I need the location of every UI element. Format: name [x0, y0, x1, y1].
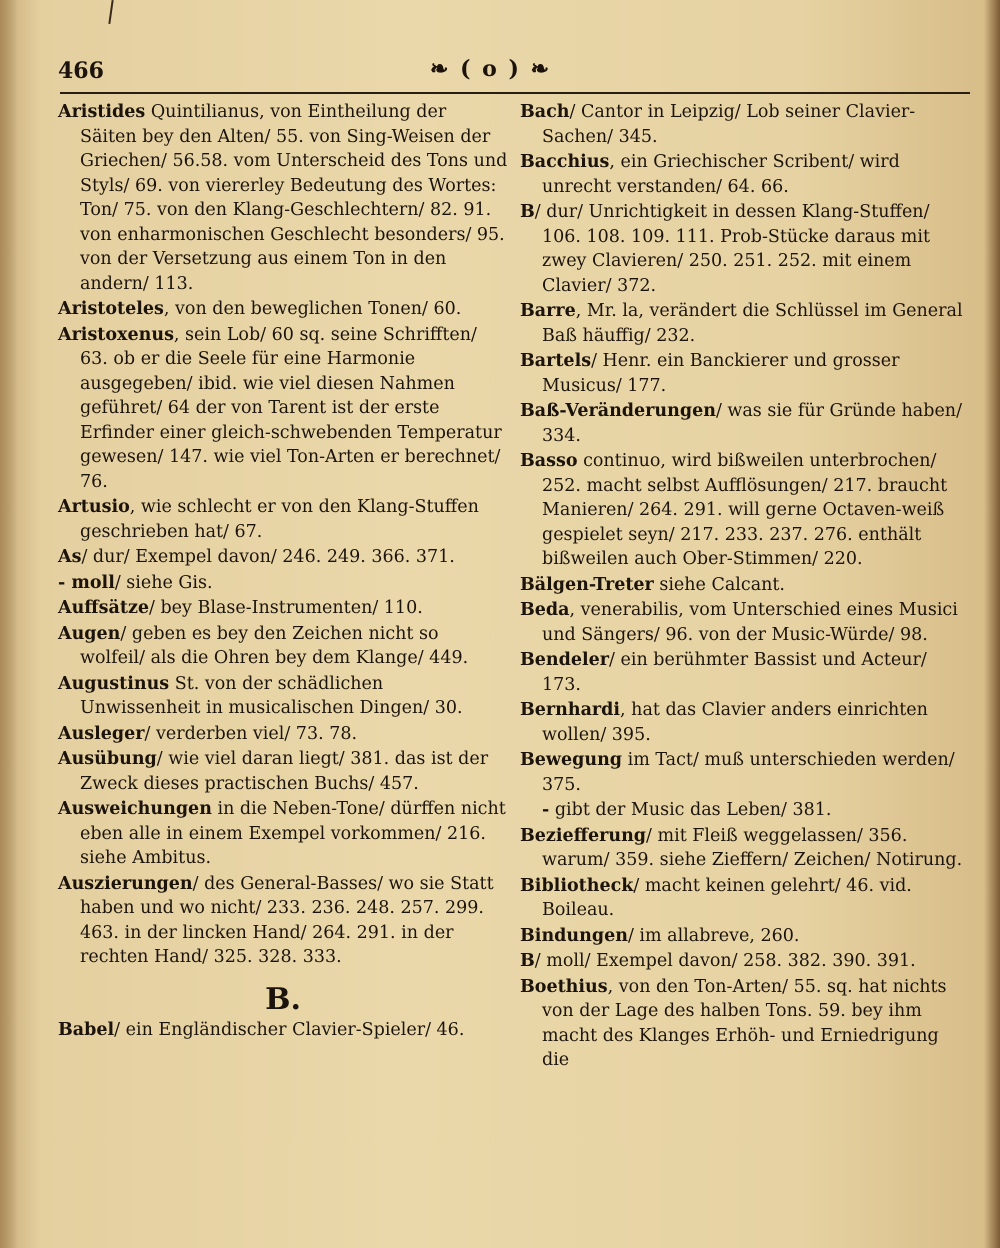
entry-headword: Aristides — [58, 102, 146, 122]
index-entry — [520, 399, 970, 448]
index-entry — [520, 698, 970, 747]
index-entry — [520, 748, 970, 797]
entry-text: / macht keinen gelehrt/ 46. vid. Boileau. — [542, 875, 912, 920]
entry-text: Quintilianus, von Eintheilung der Säiten bey den Alten/ 55. von Sing-Weisen der Griechen/ 56.58. vom Unterscheid des Tons und Styls/ 69. von viererley Bedeutung des Wortes: Ton/ 75. von den Klang-Geschlechtern/ 82. 91. von enharmonischen Geschlecht besonders/ 95. von der Versetzung aus einem Ton in den andern/ 113. — [80, 102, 508, 294]
index-entry — [520, 150, 970, 199]
entry-text: gibt der Music das Leben/ 381. — [549, 800, 832, 820]
entry-headword: Bartels — [520, 351, 592, 371]
left-column — [58, 100, 508, 1044]
index-entry — [58, 872, 508, 970]
running-head: ❧ ( o ) ❧ — [430, 56, 551, 82]
entry-headword: Bindungen — [520, 925, 628, 946]
index-entry — [58, 495, 508, 544]
entry-headword: Beda — [520, 600, 570, 620]
entry-text: , hat das Clavier anders einrichten wollen/ 395. — [542, 700, 928, 745]
index-entry — [58, 622, 508, 671]
entry-text: / wie viel daran liegt/ 381. das ist der Zweck dieses practischen Buchs/ 457. — [80, 749, 489, 794]
index-entry — [58, 672, 508, 721]
entry-headword: Bälgen-Treter — [520, 574, 654, 595]
entry-headword: Barre — [520, 301, 576, 321]
index-entry — [520, 949, 970, 974]
entry-text: / moll/ Exempel davon/ 258. 382. 390. 391. — [534, 951, 916, 971]
entry-text: / ein Engländischer Clavier-Spieler/ 46. — [114, 1020, 465, 1040]
entry-headword: Ausleger — [58, 723, 145, 744]
entry-text: / bey Blase-Instrumenten/ 110. — [149, 598, 423, 618]
index-entry — [58, 545, 508, 570]
entry-headword: Basso — [520, 451, 578, 471]
index-entry — [520, 449, 970, 572]
index-entry — [520, 648, 970, 697]
index-entry — [520, 824, 970, 873]
entry-headword: B — [520, 951, 535, 971]
header-rule — [60, 92, 970, 94]
entry-text: / im allabreve, 260. — [627, 925, 800, 946]
entry-text: in die Neben-Tone/ dürffen nicht eben alle in einem Exempel vorkommen/ 216. siehe Ambitus. — [80, 799, 506, 868]
entry-text: , Mr. la, verändert die Schlüssel im General Baß häuffig/ 232. — [542, 301, 963, 346]
entry-headword: Bacchius — [520, 152, 610, 172]
index-entry — [58, 100, 508, 296]
index-entry — [58, 323, 508, 495]
index-entry — [520, 874, 970, 923]
entry-text: / Henr. ein Banckierer und grosser Musicus/ 177. — [542, 351, 900, 396]
entry-text: im Tact/ muß unterschieden werden/ 375. — [542, 750, 955, 795]
entry-headword: Ausübung — [58, 749, 157, 769]
entry-headword: Boethius — [520, 976, 608, 997]
entry-text: , von den Ton-Arten/ 55. sq. hat nichts von der Lage des halben Tons. 59. bey ihm macht des Klanges Erhöh- und Erniedrigung die — [542, 976, 947, 1070]
index-entry — [58, 747, 508, 796]
entry-headword: Ausweichungen — [58, 799, 212, 819]
entry-text: / mit Fleiß weggelassen/ 356. warum/ 359. siehe Zieffern/ Zeichen/ Notirung. — [542, 825, 963, 870]
entry-text: / geben es bey den Zeichen nicht so wolfeil/ als die Ohren bey dem Klange/ 449. — [80, 623, 469, 668]
entry-headword: Aristoxenus — [58, 324, 174, 345]
index-entry — [520, 200, 970, 298]
entry-headword: Beziefferung — [520, 825, 647, 846]
index-entry — [58, 596, 508, 621]
entry-headword: Aristoteles — [58, 299, 164, 319]
entry-text: , ein Griechischer Scribent/ wird unrecht verstanden/ 64. 66. — [542, 152, 900, 197]
entry-text: / was sie für Gründe haben/ 334. — [542, 401, 962, 446]
entry-headword: Auszierungen — [58, 873, 193, 894]
section-letter: B. — [265, 981, 301, 1017]
entry-text: , sein Lob/ 60 sq. seine Schrifften/ 63. ob er die Seele für eine Harmonie ausgegeben/ ibid. wie viel diesen Nahmen geführet/ 64 der von Tarent ist der erste Erfinder einer gleich-schwebenden Temperatur gewesen/ 147. wie viel Ton-Arten er berechnet/ 76. — [80, 324, 502, 492]
entry-headword: Babel — [58, 1020, 115, 1040]
entry-text: / ein berühmter Bassist und Acteur/ 173. — [542, 650, 927, 695]
right-column — [520, 100, 970, 1074]
entry-text: / dur/ Exempel davon/ 246. 249. 366. 371. — [81, 547, 455, 567]
entry-text: / siehe Gis. — [114, 572, 213, 593]
entry-text: / Cantor in Leipzig/ Lob seiner Clavier-Sachen/ 345. — [542, 102, 916, 147]
entry-text: , von den beweglichen Tonen/ 60. — [163, 299, 462, 319]
entry-text: , wie schlecht er von den Klang-Stuffen geschrieben hat/ 67. — [80, 497, 479, 542]
entry-text: siehe Calcant. — [653, 574, 785, 595]
entry-headword: Bernhardi — [520, 700, 621, 720]
index-entry — [58, 722, 508, 747]
entry-headword: Augen — [58, 623, 121, 644]
entry-headword: Artusio — [58, 497, 130, 517]
entry-headword: Bach — [520, 102, 570, 122]
entry-headword: B — [520, 202, 535, 222]
entry-headword: Auffsätze — [58, 598, 150, 618]
entry-text: / dur/ Unrichtigkeit in dessen Klang-Stuffen/ 106. 108. 109. 111. Prob-Stücke daraus mit zwey Clavieren/ 250. 251. 252. mit einem Clavier/ 372. — [534, 202, 930, 296]
index-entry — [520, 975, 970, 1073]
index-entry — [58, 297, 508, 322]
index-entry — [520, 349, 970, 398]
entry-headword: Baß-Veränderungen — [520, 401, 716, 421]
index-entry — [520, 798, 970, 823]
entry-headword: - moll — [58, 572, 115, 593]
entry-text: continuo, wird bißweilen unterbrochen/ 252. macht selbst Aufflösungen/ 217. braucht Manieren/ 264. 291. will gerne Octaven-weiß gespielet seyn/ 217. 233. 237. 276. enthält bißweilen auch Ober-Stimmen/ 220. — [542, 451, 948, 569]
index-entry — [58, 797, 508, 871]
entry-text: , venerabilis, vom Unterschied eines Musici und Sängers/ 96. von der Music-Würde/ 98. — [542, 600, 958, 645]
index-entry — [520, 573, 970, 598]
entry-headword: Bewegung — [520, 750, 623, 770]
margin-mark — [108, 0, 113, 24]
entry-text: St. von der schädlichen Unwissenheit in musicalischen Dingen/ 30. — [80, 673, 463, 718]
index-entry — [520, 299, 970, 348]
entry-text: / verderben viel/ 73. 78. — [144, 723, 358, 744]
index-entry — [58, 571, 508, 596]
entry-headword: - — [542, 800, 550, 820]
index-entry — [520, 100, 970, 149]
entry-text: / des General-Basses/ wo sie Statt haben und wo nicht/ 233. 236. 248. 257. 299. 463. in der lincken Hand/ 264. 291. in der rechten Hand/ 325. 328. 333. — [80, 873, 494, 967]
index-entry — [520, 598, 970, 647]
index-entry — [58, 1018, 508, 1043]
entry-headword: Bendeler — [520, 650, 610, 670]
entry-headword: Augustinus — [58, 673, 170, 694]
entry-headword: As — [58, 547, 82, 567]
page-number: 466 — [58, 58, 104, 84]
index-entry — [520, 924, 970, 949]
entry-headword: Bibliotheck — [520, 875, 634, 896]
